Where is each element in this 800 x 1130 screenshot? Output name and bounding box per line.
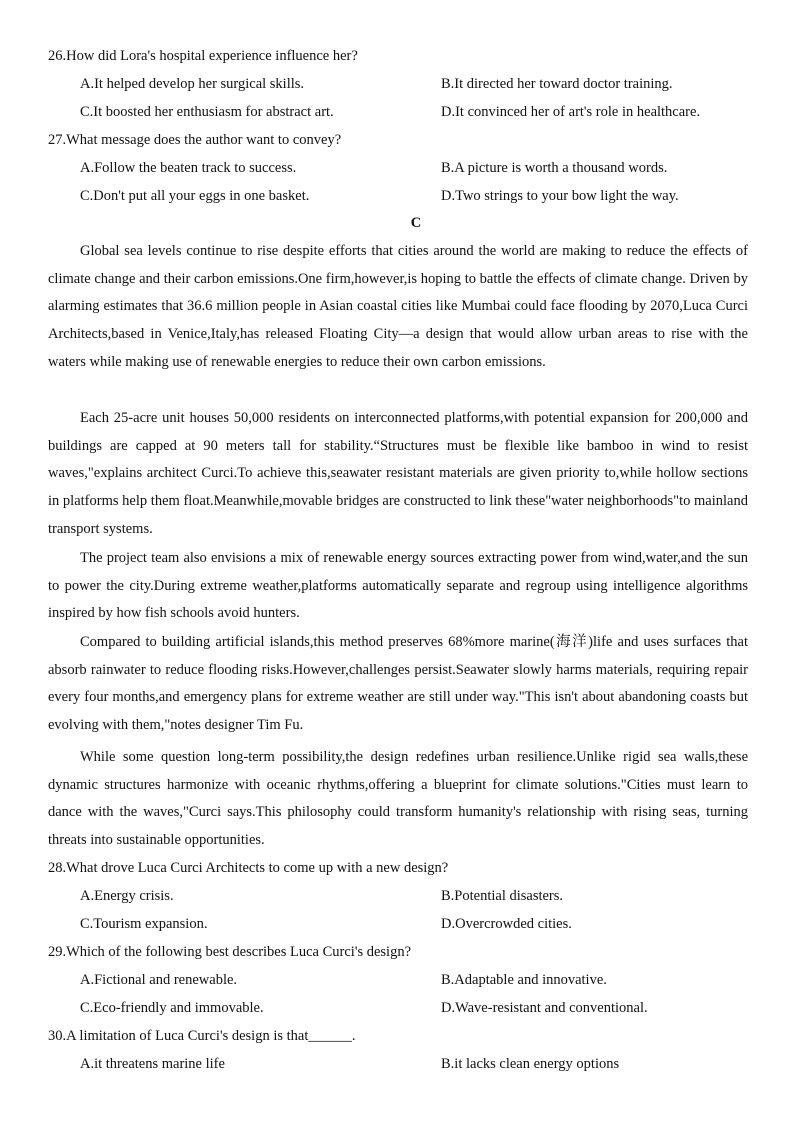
q29-option-d: D.Wave-resistant and conventional. bbox=[441, 1000, 648, 1016]
question-28: 28.What drove Luca Curci Architects to come up with a new design? bbox=[48, 860, 449, 876]
q29-option-b: B.Adaptable and innovative. bbox=[441, 972, 607, 988]
passage-paragraph-4: Compared to building artificial islands,this method preserves 68%more marine(海洋)life and uses surfaces that absorb rainwater to reduce flooding risks.However,challenges persist.Seawater slowly harms materials, requiring repair every four months,and emergency plans for extreme weather are still under way."This isn't about abandoning coasts but evolving with them,"notes designer Tim Fu. bbox=[48, 634, 748, 734]
q28-option-c: C.Tourism expansion. bbox=[80, 916, 208, 932]
q26-option-d: D.It convinced her of art's role in healthcare. bbox=[441, 104, 701, 120]
section-heading: C bbox=[410, 215, 422, 231]
q26-option-b: B.It directed her toward doctor training. bbox=[441, 76, 673, 92]
passage-paragraph-5: While some question long-term possibility,the design redefines urban resilience.Unlike rigid sea walls,these dynamic structures harmonize with oceanic rhythms,offering a blueprint for climate solutions."Cities must learn to dance with the waves,"Curci says.This philosophy could transform humanity's relationship with rising seas, turning threats into sustainable opportunities. bbox=[48, 749, 748, 849]
q29-option-a: A.Fictional and renewable. bbox=[80, 972, 238, 988]
q28-option-d: D.Overcrowded cities. bbox=[441, 916, 572, 932]
q30-option-b: B.it lacks clean energy options bbox=[441, 1056, 620, 1072]
question-27: 27.What message does the author want to convey? bbox=[48, 132, 342, 148]
passage-paragraph-2: Each 25-acre unit houses 50,000 residents on interconnected platforms,with potential expansion for 200,000 and buildings are capped at 90 meters tall for stability.“Structures must be flexible like bamboo in wind to resist waves,"explains architect Curci.To achieve this,seawater resistant materials are given priority to,while hollow sections in platforms help them float.Meanwhile,movable bridges are constructed to link these"water neighborhoods"to mainland transport systems. bbox=[48, 410, 748, 537]
question-30: 30.A limitation of Luca Curci's design is that______. bbox=[48, 1028, 356, 1044]
question-26: 26.How did Lora's hospital experience influence her? bbox=[48, 48, 358, 64]
passage-paragraph-3: The project team also envisions a mix of renewable energy sources extracting power from wind,water,and the sun to power the city.During extreme weather,platforms automatically separate and regroup using intelligence algorithms inspired by how fish schools avoid hunters. bbox=[48, 550, 748, 622]
q29-option-c: C.Eco-friendly and immovable. bbox=[80, 1000, 264, 1016]
q28-option-b: B.Potential disasters. bbox=[441, 888, 564, 904]
q27-option-c: C.Don't put all your eggs in one basket. bbox=[80, 188, 310, 204]
passage-paragraph-1: Global sea levels continue to rise despite efforts that cities around the world are making to reduce the effects of climate change and their carbon emissions.One firm,however,is hoping to battle the effects of climate change. Driven by alarming estimates that 36.6 million people in Asian coastal cities like Mumbai could face flooding by 2070,Luca Curci Architects,based in Venice,Italy,has released Floating City—a design that would allow urban areas to rise with the waters while making use of renewable energies to reduce their own carbon emissions. bbox=[48, 243, 748, 370]
q28-option-a: A.Energy crisis. bbox=[80, 888, 174, 904]
q30-option-a: A.it threatens marine life bbox=[80, 1056, 225, 1072]
question-29: 29.Which of the following best describes Luca Curci's design? bbox=[48, 944, 412, 960]
q27-option-a: A.Follow the beaten track to success. bbox=[80, 160, 297, 176]
q26-option-c: C.It boosted her enthusiasm for abstract art. bbox=[80, 104, 334, 120]
q26-option-a: A.It helped develop her surgical skills. bbox=[80, 76, 305, 92]
q27-option-d: D.Two strings to your bow light the way. bbox=[441, 188, 679, 204]
q27-option-b: B.A picture is worth a thousand words. bbox=[441, 160, 668, 176]
